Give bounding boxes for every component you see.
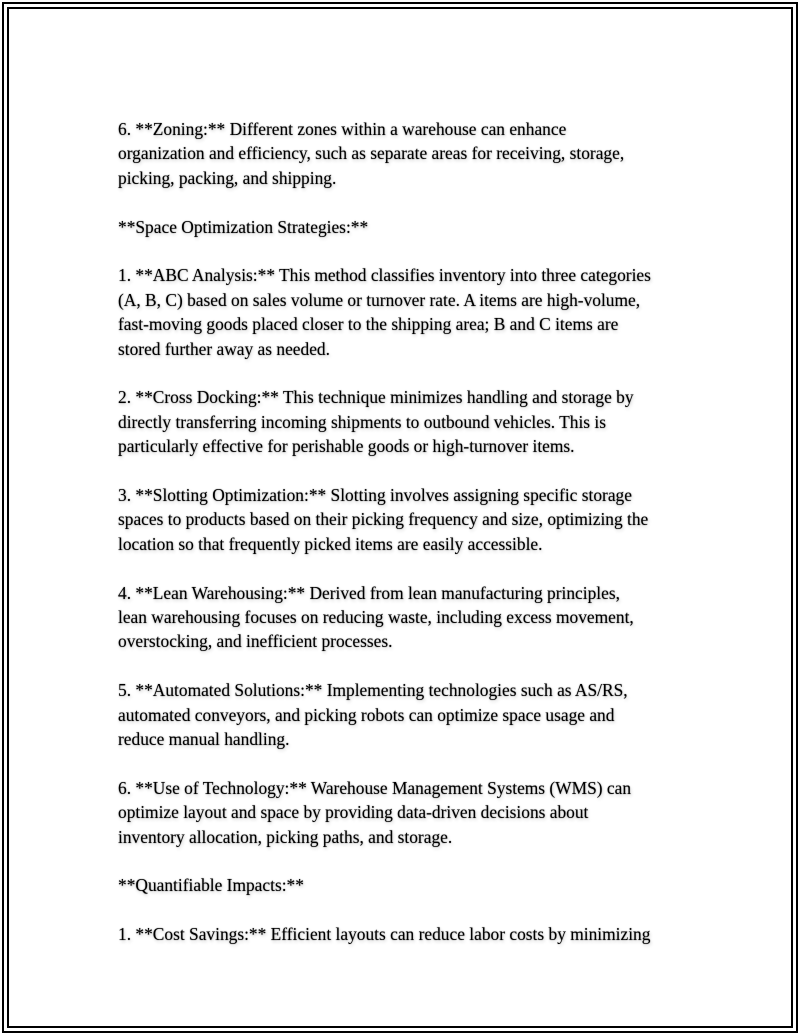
text-line: **Space Optimization Strategies:** — [118, 216, 369, 237]
paragraph-use-of-technology — [118, 776, 718, 849]
text-line: stored further away as needed. — [118, 338, 330, 359]
paragraph-zoning — [118, 117, 718, 190]
text-line: (A, B, C) based on sales volume or turnover rate. A items are high-volume, — [118, 289, 641, 310]
text-line: overstocking, and inefficient processes. — [118, 631, 393, 652]
text-line: inventory allocation, picking paths, and storage. — [118, 826, 453, 847]
text-line: fast-moving goods placed closer to the shipping area; B and C items are — [118, 314, 619, 335]
document-body — [118, 117, 718, 971]
paragraph-cross-docking — [118, 385, 718, 458]
text-line: location so that frequently picked items are easily accessible. — [118, 533, 543, 554]
text-line: reduce manual handling. — [118, 729, 290, 750]
text-line: 5. **Automated Solutions:** Implementing technologies such as AS/RS, — [118, 680, 628, 701]
text-line: spaces to products based on their picking frequency and size, optimizing the — [118, 509, 649, 530]
text-line: organization and efficiency, such as separate areas for receiving, storage, — [118, 143, 625, 164]
section-heading-quantifiable-impacts — [118, 873, 718, 897]
text-line: 4. **Lean Warehousing:** Derived from lean manufacturing principles, — [118, 582, 620, 603]
text-line: particularly effective for perishable goods or high-turnover items. — [118, 436, 575, 457]
text-line: automated conveyors, and picking robots can optimize space usage and — [118, 704, 615, 725]
paragraph-slotting-optimization — [118, 483, 718, 556]
text-line: 1. **Cost Savings:** Efficient layouts can reduce labor costs by minimizing — [118, 924, 651, 945]
paragraph-automated-solutions — [118, 678, 718, 751]
paragraph-lean-warehousing — [118, 581, 718, 654]
paragraph-abc-analysis — [118, 263, 718, 361]
text-line: **Quantifiable Impacts:** — [118, 875, 304, 896]
section-heading-space-optimization — [118, 215, 718, 239]
text-line: 1. **ABC Analysis:** This method classifies inventory into three categories — [118, 265, 651, 286]
text-line: picking, packing, and shipping. — [118, 167, 337, 188]
text-line: lean warehousing focuses on reducing waste, including excess movement, — [118, 607, 634, 628]
text-line: 6. **Zoning:** Different zones within a warehouse can enhance — [118, 119, 567, 139]
text-line: 3. **Slotting Optimization:** Slotting involves assigning specific storage — [118, 485, 632, 506]
text-line: directly transferring incoming shipments to outbound vehicles. This is — [118, 411, 606, 432]
text-line: 6. **Use of Technology:** Warehouse Management Systems (WMS) can — [118, 777, 632, 798]
text-line: 2. **Cross Docking:** This technique minimizes handling and storage by — [118, 387, 634, 408]
text-line: optimize layout and space by providing data-driven decisions about — [118, 802, 589, 823]
paragraph-cost-savings — [118, 922, 718, 946]
